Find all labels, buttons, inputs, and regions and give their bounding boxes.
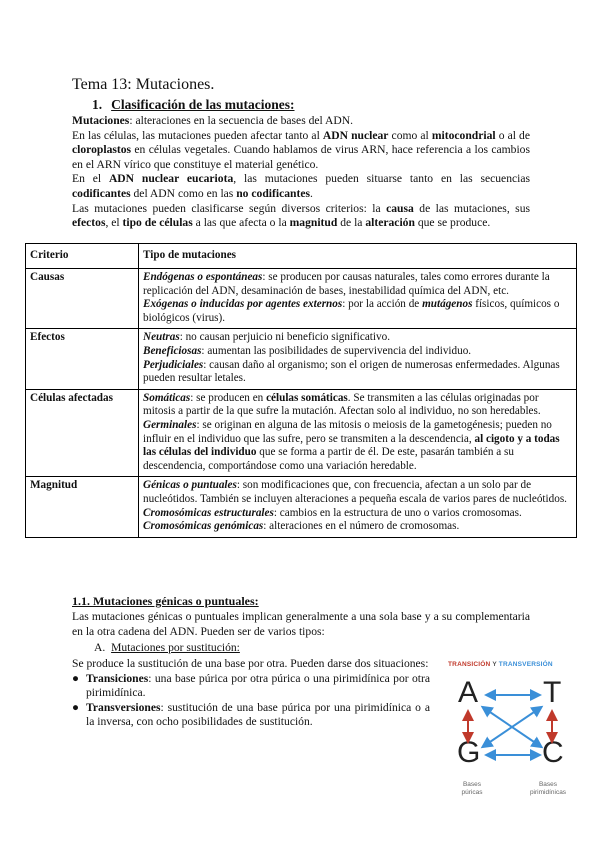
bold-term: codificantes <box>72 186 131 200</box>
bullet-icon: ● <box>72 671 80 685</box>
bold-term: alteración <box>365 216 415 230</box>
bold-term: células somáticas <box>266 391 348 404</box>
base-g-label: G <box>457 736 481 769</box>
base-c-label: C <box>542 736 564 769</box>
bold-term: Endógenas o espontáneas <box>143 271 263 283</box>
bold-term: ADN nuclear <box>322 128 389 142</box>
table-row <box>26 269 577 329</box>
row-content <box>139 269 577 329</box>
row-content <box>139 389 577 477</box>
paragraph <box>72 114 530 129</box>
table-row <box>26 389 577 477</box>
bold-term: Cromosómicas genómicas <box>143 520 264 533</box>
bold-term: tipo de células <box>122 216 193 230</box>
text: que se produce. <box>414 216 491 230</box>
list-item <box>72 672 430 701</box>
bullet-list <box>72 672 430 730</box>
row-content <box>139 329 577 389</box>
text: En las células, las mutaciones pueden afectar tanto al <box>72 128 323 142</box>
row-line <box>143 331 572 345</box>
text: : se producen en <box>190 391 267 404</box>
text: En el <box>72 172 109 186</box>
text: : son modificaciones que, con frecuencia, afectan a un solo par de nucleótidos. También se incluyen alteraciones a pequeña escala de varios pares de nucleótidos. <box>143 479 567 505</box>
text: : se producen por causas naturales, tales como errores durante la replicación del ADN, desaminación de bases, inestabilidad química del ADN, etc. <box>143 271 550 297</box>
intro-paragraphs <box>72 114 530 231</box>
document-title: Tema 13: Mutaciones. <box>72 76 215 93</box>
bold-term: Transiciones <box>86 671 149 685</box>
subsubsection-heading <box>94 641 240 654</box>
caption-pyrimidine-bases: Bases pirimidínicas <box>529 781 567 796</box>
subsection-paragraph <box>72 610 530 639</box>
text: : aumentan las posibilidades de supervivencia del individuo. <box>201 344 472 357</box>
text: : por la acción de <box>342 298 423 311</box>
diagram-title-y: Y <box>492 661 497 668</box>
bold-term: efectos <box>72 216 106 230</box>
row-content <box>139 477 577 537</box>
text: : se originan en alguna de las mitosis o meiosis de la gametogénesis; pueden no influir en el individuo que las sufre, pero se transmiten a la descendencia, <box>143 418 552 445</box>
diagram-title-transversion: TRANSVERSIÓN <box>498 661 553 668</box>
bullet-icon: ● <box>72 700 80 714</box>
paragraph <box>72 172 530 201</box>
row-line <box>143 520 572 534</box>
row-line <box>143 479 572 506</box>
section-heading <box>92 97 295 113</box>
text: : causan daño al organismo; son el origen de numerosas enfermedades. Algunas pueden resultar letales. <box>143 358 560 385</box>
bold-term: Somáticas <box>143 391 191 404</box>
bold-term: Beneficiosas <box>143 344 202 357</box>
text: o al de <box>495 128 530 142</box>
bold-term: Cromosómicas estructurales <box>143 506 274 519</box>
diagram-title-transicion: TRANSICIÓN <box>448 661 491 668</box>
bold-term: Neutras <box>143 331 180 344</box>
paragraph: Se produce la sustitución de una base por otra. Pueden darse dos situaciones: <box>72 657 429 670</box>
text: , el <box>105 216 123 230</box>
row-label: Efectos <box>26 329 139 389</box>
bold-term: al cigoto y a todas las células del individuo <box>143 432 560 459</box>
bold-term: mitocondrial <box>431 128 496 142</box>
bold-term: mutágenos <box>422 298 473 311</box>
paragraph <box>72 202 530 231</box>
bold-term: cloroplastos <box>72 143 132 157</box>
section-title: Clasificación de las mutaciones: <box>111 97 295 112</box>
text: . <box>309 186 313 200</box>
row-line <box>143 271 572 298</box>
text: del ADN como en las <box>130 186 237 200</box>
text: : no causan perjuicio ni beneficio significativo. <box>179 331 391 344</box>
table-row <box>26 477 577 537</box>
bold-term: ADN nuclear eucariota <box>108 172 234 186</box>
row-line <box>143 392 572 419</box>
transition-transversion-diagram <box>446 658 576 803</box>
text: de las mutaciones, sus <box>413 201 530 215</box>
text: : cambios en la estructura de uno o varios cromosomas. <box>273 506 522 519</box>
paragraph <box>72 129 530 173</box>
bold-term: magnitud <box>289 216 338 230</box>
bold-term: no codificantes <box>236 186 310 200</box>
text: : alteraciones en la secuencia de bases del ADN. <box>129 114 354 127</box>
text: como al <box>388 128 432 142</box>
subsubsection-title: Mutaciones por sustitución: <box>111 641 240 654</box>
paragraph: Las mutaciones génicas o puntuales implican generalmente a una sola base y a su complementaria en la otra cadena del ADN. Pueden ser de varios tipos: <box>72 610 530 638</box>
text: en células vegetales. Cuando hablamos de virus ARN, hace referencia a los cambios en el ARN vírico que constituye el material genético. <box>72 143 530 171</box>
subsection-heading: 1.1. Mutaciones génicas o puntuales: <box>72 594 259 608</box>
row-line <box>143 359 572 386</box>
classification-table <box>25 243 577 538</box>
text: : una base púrica por otra púrica o una pirimidínica por otra pirimidínica. <box>86 671 430 700</box>
row-line <box>143 298 572 325</box>
bold-term: Génicas o puntuales <box>143 479 237 492</box>
table-row <box>26 329 577 389</box>
base-a-label: A <box>458 676 479 709</box>
section-number: 1. <box>92 97 103 112</box>
row-label: Causas <box>26 269 139 329</box>
bold-term: Perjudiciales <box>143 358 204 371</box>
row-label: Células afectadas <box>26 389 139 477</box>
text: físicos, químicos o biológicos (virus). <box>143 298 560 324</box>
bold-term: Transversiones <box>86 700 161 714</box>
bold-term: Mutaciones <box>72 114 130 127</box>
row-line <box>143 419 572 473</box>
text: Las mutaciones pueden clasificarse según diversos criterios: la <box>72 201 387 215</box>
text: : sustitución de una base púrica por una pirimidínica o a la inversa, con ocho posibilidades de sustitución. <box>86 700 430 729</box>
text: a las que afecta o la <box>192 216 290 230</box>
text: , las mutaciones pueden situarse tanto en las secuencias <box>233 172 531 186</box>
base-t-label: T <box>543 676 562 709</box>
list-letter: A. <box>94 641 106 654</box>
table-header-row <box>26 244 577 269</box>
row-line <box>143 345 572 359</box>
list-item <box>72 701 430 730</box>
bold-term: causa <box>386 201 414 215</box>
column-header-criterio: Criterio <box>26 244 139 269</box>
caption-puric-bases: Bases púricas <box>461 781 483 796</box>
bold-term: Exógenas o inducidas por agentes externos <box>143 298 343 311</box>
row-label: Magnitud <box>26 477 139 537</box>
text: : alteraciones en el número de cromosomas. <box>263 520 460 533</box>
bold-term: Germinales <box>143 418 197 431</box>
column-header-tipo: Tipo de mutaciones <box>139 244 577 269</box>
text: de la <box>337 216 366 230</box>
text: . Se transmiten a las células originadas por mitosis a partir de la que sufre la mutación. Afectan solo al individuo, no son heredables. <box>143 391 541 418</box>
text: que se forma a partir de él. De este, pasarán también a su descendencia, comportándose como una variación heredable. <box>143 446 514 472</box>
row-line <box>143 507 572 521</box>
substitution-content <box>72 657 430 730</box>
